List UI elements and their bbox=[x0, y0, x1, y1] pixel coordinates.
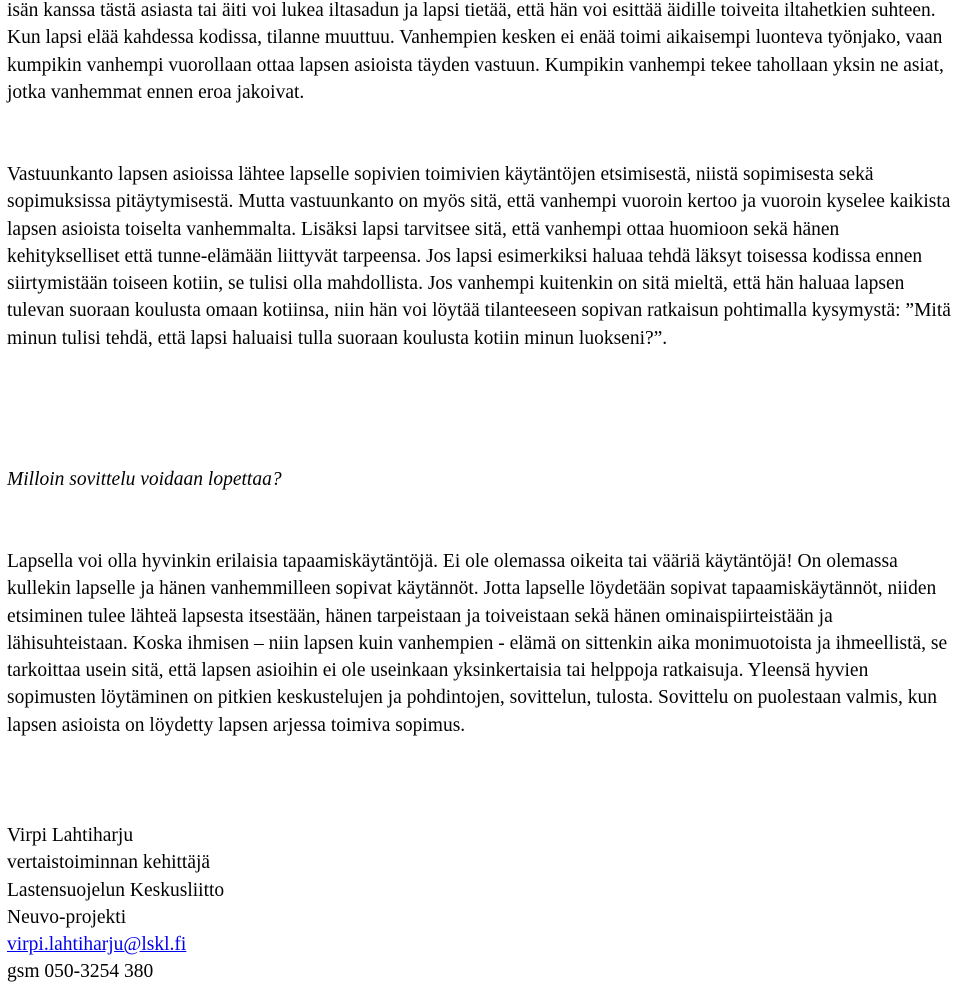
paragraph-vastuunkanto: Vastuunkanto lapsen asioissa lähtee lapselle sopivien toimivien käytäntöjen etsimisestä, niistä sopimisesta sekä sopimuksissa pitäytymisestä. Mutta vastuunkanto on myös sitä, että vanhempi vuoroin kertoo ja vuoroin kyselee kaikista lapsen asioista toiselta vanhemmalta. Lisäksi lapsi tarvitsee sitä, että vanhempi ottaa huomioon sekä hänen kehitykselliset että tunne-elämään liittyvät tarpeensa. Jos lapsi esimerkiksi haluaa tehdä läksyt toisessa kodissa ennen siirtymistään toiseen kotiin, se tulisi olla mahdollista. Jos vanhempi kuitenkin on sitä mieltä, että hän haluaa lapsen tulevan suoraan koulusta omaan kotiinsa, niin hän voi löytää tilanteeseen sopivan ratkaisun pohtimalla kysymystä: ”Mitä minun tulisi tehdä, että lapsi haluaisi tulla suoraan koulusta kotiin minun luokseni?”. bbox=[7, 164, 951, 349]
signature-name: Virpi Lahtiharju bbox=[7, 825, 134, 846]
signature-project: Neuvo-projekti bbox=[7, 906, 127, 928]
paragraph-iltasatu: isän kanssa tästä asiasta tai äiti voi lukea iltasadun ja lapsi tietää, että hän voi esittää äidille toiveita iltahetkien suhteen. Kun lapsi elää kahdessa kodissa, tilanne muuttuu. Vanhempien kesken ei enää toimi aikaisempi luonteva työnjako, vaan kumpikin vanhempi vuorollaan ottaa lapsen asioista täyden vastuun. Kumpikin vanhempi tekee tahollaan yksin ne asiat, jotka vanhemmat ennen eroa jakoivat. bbox=[7, 0, 944, 103]
paragraph-tapaamiskaytannot: Lapsella voi olla hyvinkin erilaisia tapaamiskäytäntöjä. Ei ole olemassa oikeita tai vääriä käytäntöjä! On olemassa kullekin lapselle ja hänen vanhemmilleen sopivat käytännöt. Jotta lapselle löydetään sopivat tapaamiskäytännöt, niiden etsiminen tulee lähteä lapsesta itsestään, hänen tarpeistaan ja toiveistaan sekä hänen ominaispiirteistään ja lähisuhteistaan. Koska ihmisen – niin lapsen kuin vanhempien - elämä on sittenkin aika monimuotoista ja ihmeellistä, se tarkoittaa usein sitä, että lapsen asioihin ei ole useinkaan yksinkertaisia tai helppoja ratkaisuja. Yleensä hyvien sopimusten löytäminen on pitkien keskustelujen ja pohdintojen, sovittelun, tulosta. Sovittelu on puolestaan valmis, kun lapsen asioista on löydetty lapsen arjessa toimiva sopimus. bbox=[7, 551, 948, 736]
signature-phone: gsm 050-3254 380 bbox=[7, 961, 154, 983]
signature-organization: Lastensuojelun Keskusliitto bbox=[7, 879, 225, 901]
section-heading: Milloin sovittelu voidaan lopettaa? bbox=[7, 469, 282, 490]
email-link[interactable]: virpi.lahtiharju@lskl.fi bbox=[7, 934, 187, 956]
signature-email-line bbox=[7, 931, 955, 958]
signature-block bbox=[7, 822, 955, 986]
signature-role: vertaistoiminnan kehittäjä bbox=[7, 852, 211, 874]
